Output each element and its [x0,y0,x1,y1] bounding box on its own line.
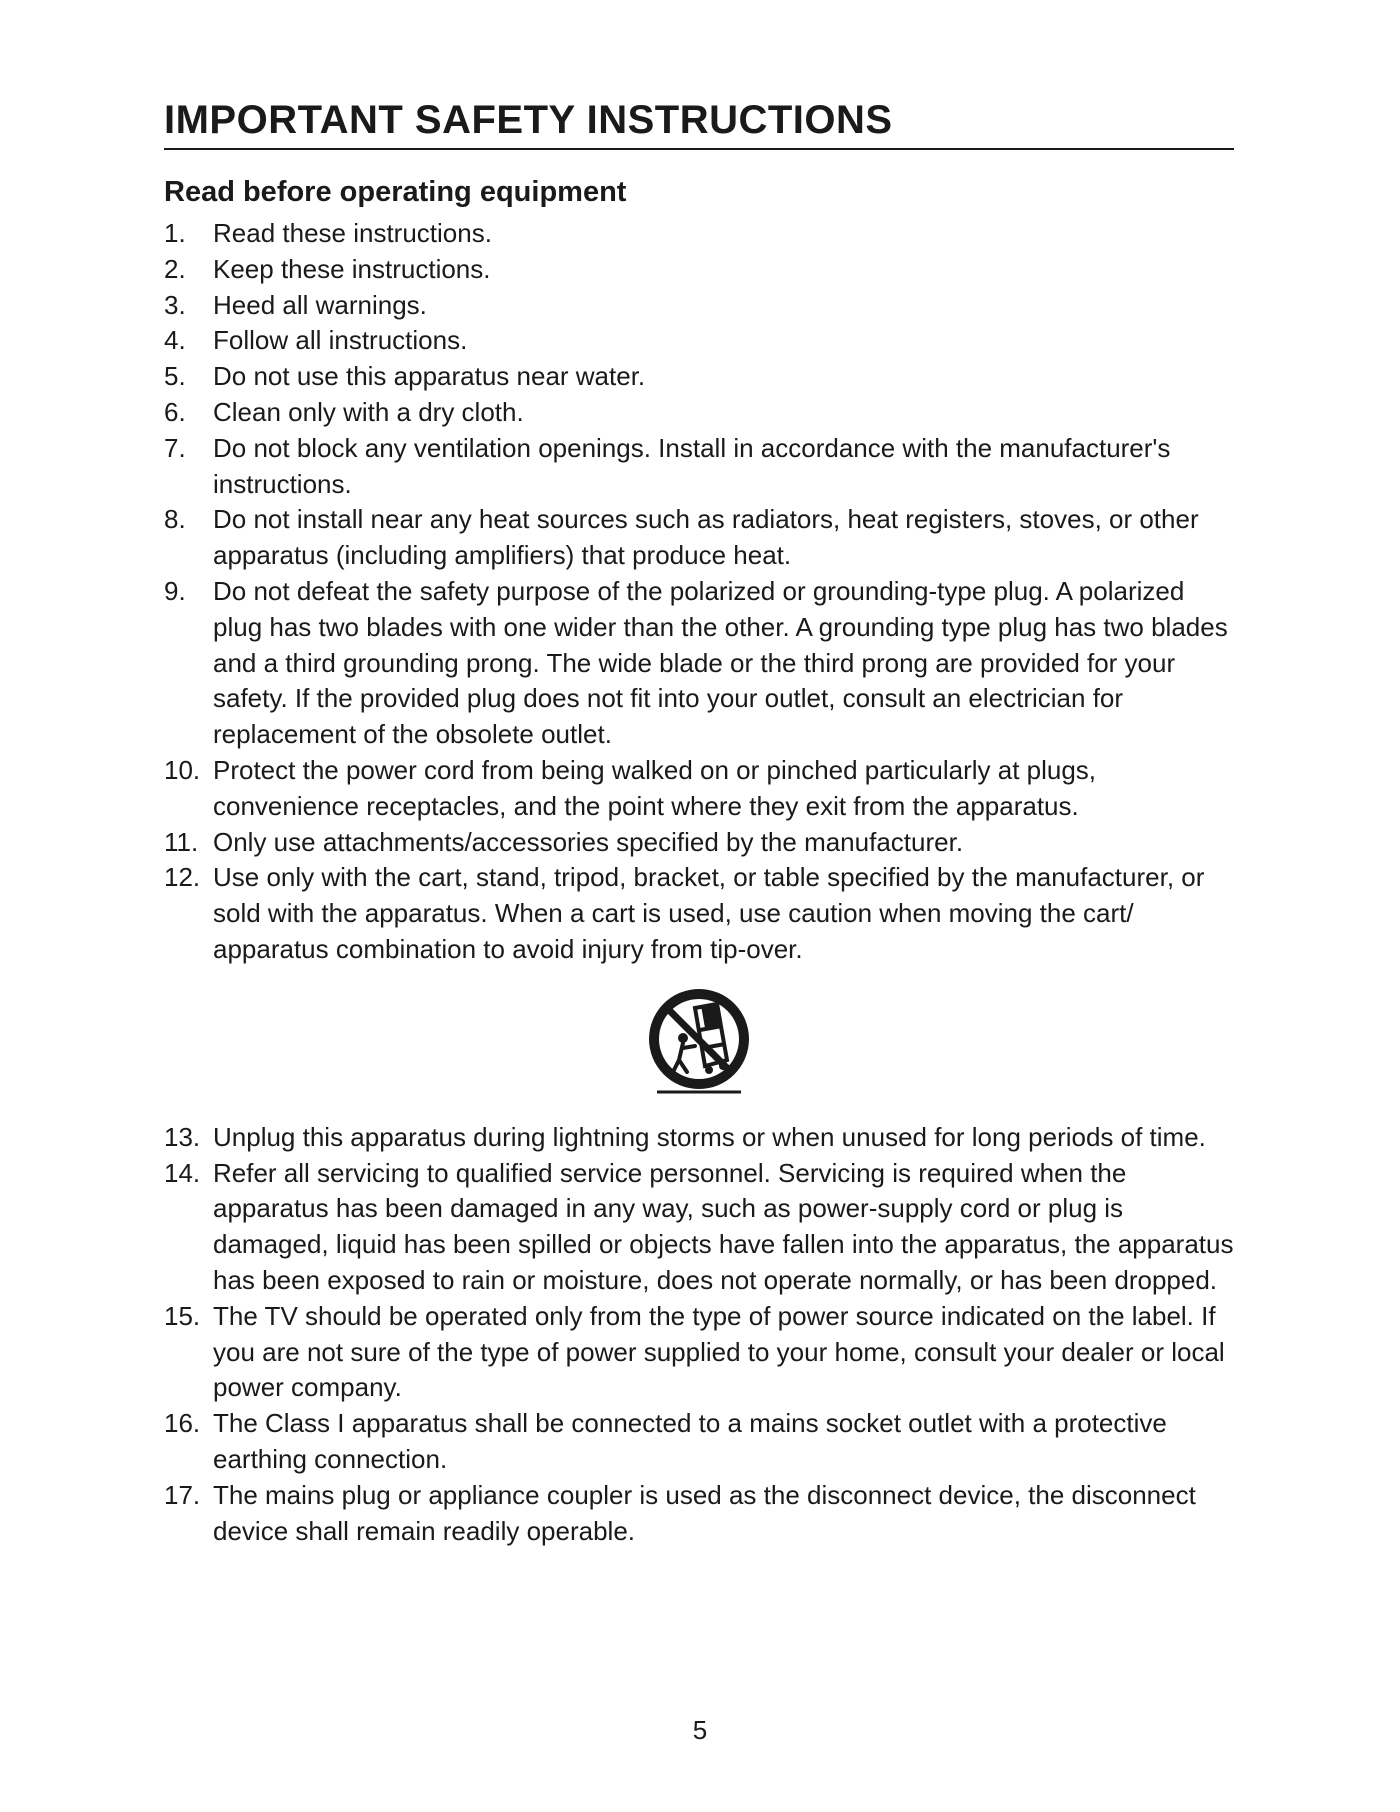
list-item [164,359,1234,395]
item-number: 16. [164,1408,201,1439]
item-text: Do not defeat the safety purpose of the polarized or grounding-type plug. A polarized plug has two blades with one wider than the other. A grounding type plug has two blades and a third grounding prong. The wide blade or the third prong are provided for your safety. If the provided plug does not fit into your outlet, consult an electrician for replacement of the obsolete outlet. [213,575,1228,750]
item-text: Only use attachments/accessories specified by the manufacturer. [213,826,964,857]
section-subtitle: Read before operating equipment [164,176,627,208]
item-text: Unplug this apparatus during lightning storms or when unused for long periods of time. [213,1121,1206,1152]
item-text: Do not block any ventilation openings. Install in accordance with the manufacturer's instructions. [213,432,1171,499]
list-item [164,431,1234,503]
item-number: 4. [164,325,186,356]
item-text: The Class I apparatus shall be connected to a mains socket outlet with a protective earthing connection. [213,1408,1167,1474]
item-text: Follow all instructions. [213,325,468,356]
item-text: Keep these instructions. [213,253,491,284]
item-number: 1. [164,218,186,248]
list-item [164,288,1234,324]
item-text: Clean only with a dry cloth. [213,396,524,427]
list-item [164,574,1234,753]
item-number: 8. [164,504,186,535]
item-number: 9. [164,575,186,606]
list-item [164,502,1234,574]
list-item [164,395,1234,431]
item-text: The TV should be operated only from the type of power source indicated on the label. If you are not sure of the type of power supplied to your home, consult your dealer or local power company. [213,1300,1225,1403]
cart-tip-over-warning-icon [643,986,755,1098]
item-text: Use only with the cart, stand, tripod, bracket, or table specified by the manufacturer, or sold with the apparatus. When a cart is used, use caution when moving the cart/ apparatus combination to avoid injury from tip-over. [213,862,1205,964]
item-text: Read these instructions. [213,218,492,248]
list-item [164,216,1234,252]
item-number: 7. [164,432,186,463]
page-title: IMPORTANT SAFETY INSTRUCTIONS [164,96,1234,150]
cart-warning-symbol [164,986,1234,1098]
item-number: 15. [164,1300,201,1331]
list-item [164,753,1234,825]
list-item [164,1156,1234,1299]
instructions-list-part2 [164,1120,1234,1550]
item-number: 13. [164,1121,201,1152]
list-item [164,1478,1234,1550]
item-number: 5. [164,361,186,392]
list-item [164,1120,1234,1156]
list-item [164,252,1234,288]
list-item [164,1406,1234,1478]
page-number: 5 [692,1715,708,1745]
item-number: 3. [164,289,186,320]
item-number: 14. [164,1157,201,1188]
document-page [164,96,1234,1549]
item-text: The mains plug or appliance coupler is used as the disconnect device, the disconnect device shall remain readily operable. [213,1479,1196,1546]
item-text: Heed all warnings. [213,289,427,320]
item-number: 12. [164,862,201,893]
list-item [164,825,1234,861]
list-item [164,860,1234,967]
item-text: Refer all servicing to qualified service personnel. Servicing is required when the apparatus has been damaged in any way, such as power-supply cord or plug is damaged, liquid has been spilled or objects have fallen into the apparatus, the apparatus has been exposed to rain or moisture, does not operate normally, or has been dropped. [213,1157,1234,1295]
instructions-list-part1 [164,216,1234,968]
item-number: 10. [164,754,201,785]
item-number: 2. [164,253,186,284]
item-number: 6. [164,396,186,427]
list-item [164,323,1234,359]
item-text: Protect the power cord from being walked on or pinched particularly at plugs, convenience receptacles, and the point where they exit from the apparatus. [213,754,1097,821]
item-text: Do not install near any heat sources such as radiators, heat registers, stoves, or other apparatus (including amplifiers) that produce heat. [213,504,1199,571]
item-number: 17. [164,1479,201,1510]
item-text: Do not use this apparatus near water. [213,361,646,392]
list-item [164,1299,1234,1406]
item-number: 11. [164,826,199,857]
